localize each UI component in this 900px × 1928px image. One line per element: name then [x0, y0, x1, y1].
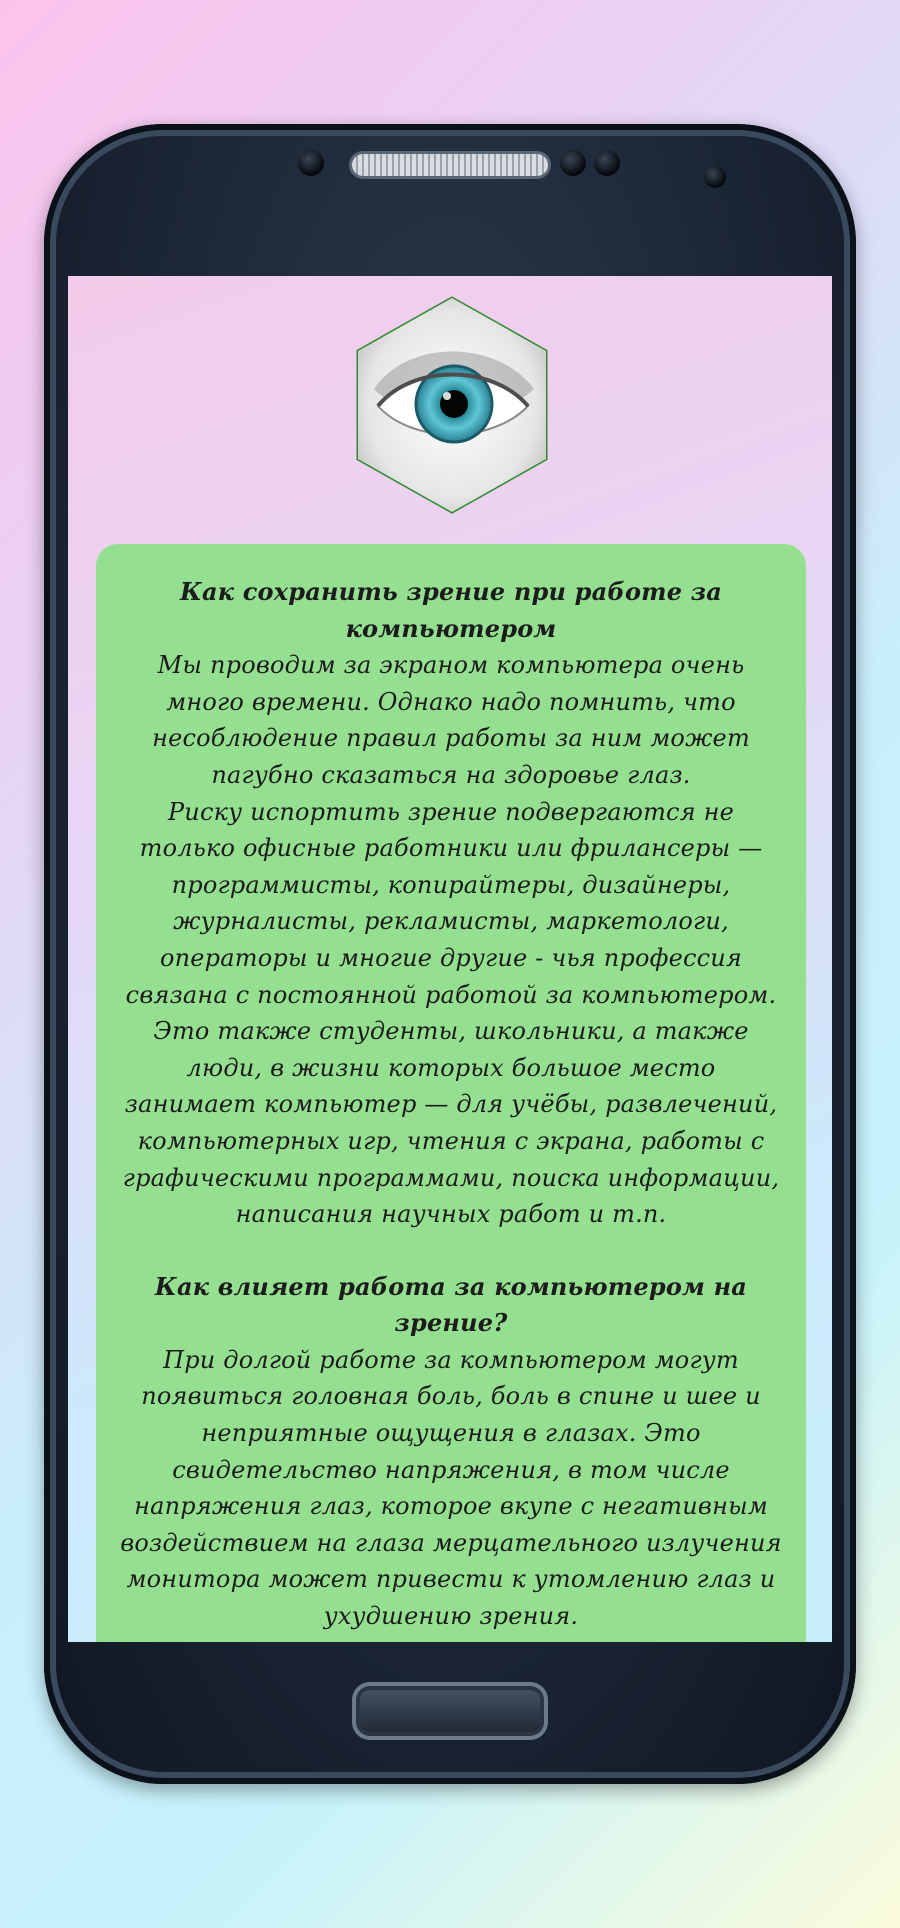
paragraph-gap: [120, 1233, 782, 1269]
eye-icon: [352, 294, 552, 516]
front-camera-2: [560, 150, 586, 176]
app-screen[interactable]: [68, 276, 832, 1642]
article-paragraph-2: Риску испортить зрение подвергаются не только офисные работники или фрилансеры — программисты, копирайтеры, дизайнеры, журналисты, рекламисты, маркетологи, операторы и многие другие - чья профессия связана с постоянной работой за компьютером. Это также студенты, школьники, а также люди, в жизни которых большое место занимает компьютер — для учёбы, развлечений, компьютерных игр, чтения с экрана, работы с графическими программами, поиска информации, написания научных работ и т.п.: [122, 797, 780, 1229]
article-paragraph-1: Мы проводим за экраном компьютера очень много времени. Однако надо помнить, что несоблюдение правил работы за ним может пагубно сказаться на здоровье глаз.: [152, 651, 750, 789]
proximity-sensor: [704, 166, 726, 188]
front-camera-1: [298, 150, 324, 176]
phone-speaker: [352, 154, 548, 176]
front-camera-3: [594, 150, 620, 176]
app-logo: [352, 294, 552, 516]
article-paragraph-3: При долгой работе за компьютером могут появиться головная боль, боль в спине и шее и неприятные ощущения в глазах. Это свидетельство напряжения, в том числе напряжения глаз, которое вкупе с негативным воздействием на глаза мерцательного излучения монитора может привести к утомлению глаз и ухудшению зрения.: [120, 1345, 782, 1631]
article-card[interactable]: [96, 544, 806, 1642]
home-button[interactable]: [352, 1682, 548, 1740]
article-heading-1: Как сохранить зрение при работе за компьютером: [179, 577, 723, 643]
article-heading-2: Как влияет работа за компьютером на зрение?: [154, 1271, 748, 1338]
phone-frame: [44, 124, 856, 1784]
